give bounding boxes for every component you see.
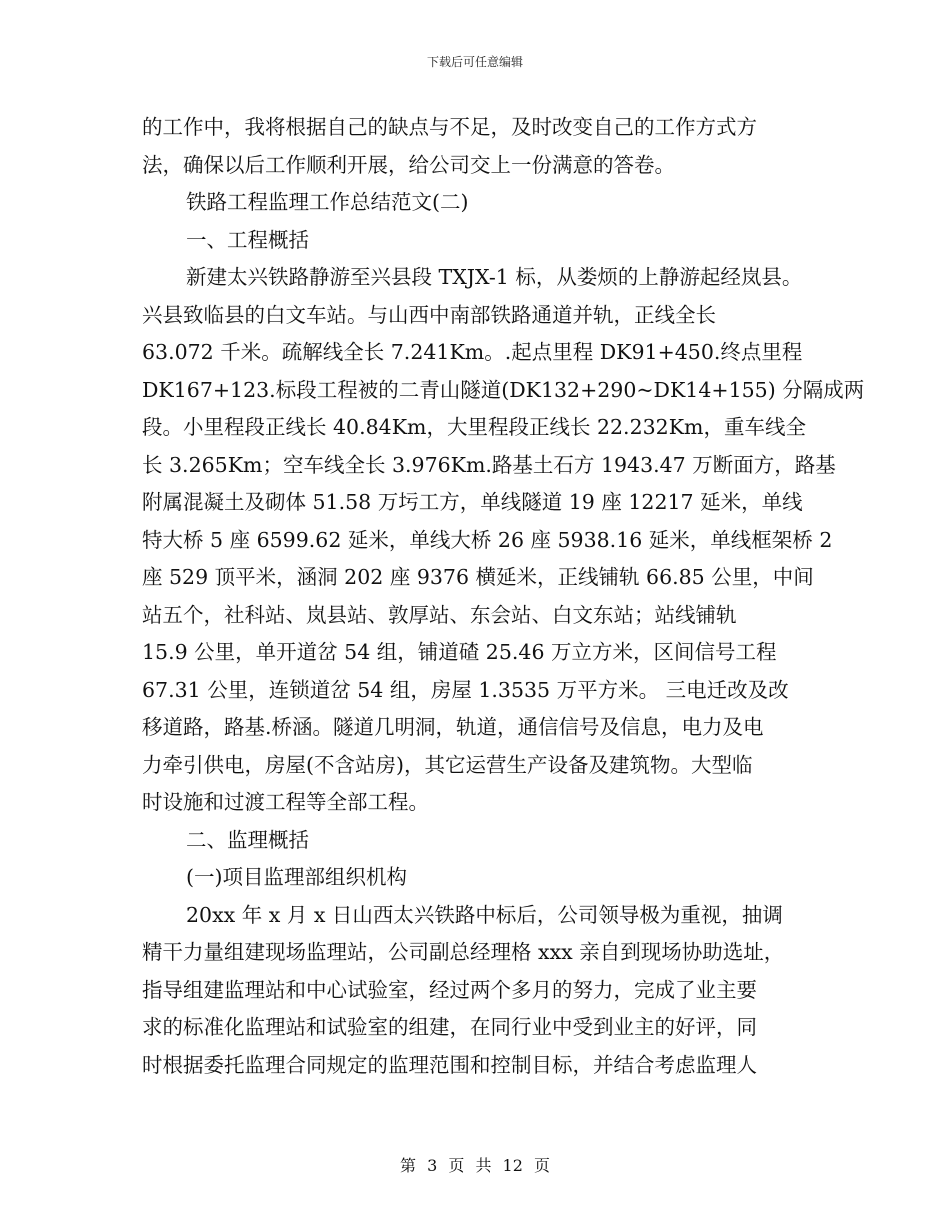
body-line: 移道路，路基.桥涵。隧道几明洞，轨道，通信信号及信息，电力及电 (142, 715, 764, 739)
body-line: 求的标准化监理站和试验室的组建，在同行业中受到业主的好评，同 (142, 1015, 757, 1039)
body-line: 特大桥 5 座 6599.62 延米，单线大桥 26 座 5938.16 延米，单线框架桥 2 (142, 527, 833, 552)
body-line: 67.31 公里，连锁道岔 54 组，房屋 1.3535 万平方米。 三电迁改及改 (142, 677, 789, 702)
body-line: 长 3.265Km；空车线全长 3.976Km.路基土石方 1943.47 万断面方，路基 (142, 452, 836, 477)
body-line: 座 529 顶平米，涵洞 202 座 9376 横延米，正线铺轨 66.85 公里，中间 (142, 565, 814, 589)
body-line: 力牵引供电，房屋(不含站房)，其它运营生产设备及建筑物。大型临 (142, 752, 753, 777)
page-number-footer: 第 3 页 共 12 页 (400, 1156, 550, 1175)
body-line: 时设施和过渡工程等全部工程。 (142, 790, 429, 814)
body-line: 指导组建监理站和中心试验室，经过两个多月的努力，完成了业主要 (142, 977, 757, 1002)
body-line: 20xx 年 x 月 x 日山西太兴铁路中标后，公司领导极为重视，抽调 (186, 902, 783, 927)
document-body (142, 109, 865, 1084)
body-line: 新建太兴铁路静游至兴县段 TXJX-1 标，从娄烦的上静游起经岚县。 (186, 265, 803, 289)
body-line: 兴县致临县的白文车站。与山西中南部铁路通道并轨，正线全长 (142, 302, 716, 327)
body-line: 63.072 千米。疏解线全长 7.241Km。.起点里程 DK91+450.终点里程 (142, 340, 803, 364)
section-title: 铁路工程监理工作总结范文(二) (186, 190, 469, 214)
body-line: 站五个，社科站、岚县站、敦厚站、东会站、白文东站；站线铺轨 (142, 602, 737, 627)
body-line: 精干力量组建现场监理站，公司副总经理格 xxx 亲自到现场协助选址， (142, 940, 785, 964)
body-line: 的工作中，我将根据自己的缺点与不足，及时改变自己的工作方式方 (142, 115, 757, 139)
section-heading: 一、工程概括 (186, 227, 309, 252)
body-line: 15.9 公里，单开道岔 54 组，铺道碴 25.46 万立方米，区间信号工程 (142, 640, 777, 664)
body-line: 附属混凝土及砌体 51.58 万圬工方，单线隧道 19 座 12217 延米，单线 (142, 490, 803, 514)
body-line: DK167+123.标段工程被的二青山隧道(DK132+290~DK14+155) 分隔成两 (142, 377, 865, 402)
body-line: 段。小里程段正线长 40.84Km，大里程段正线长 22.232Km，重车线全 (142, 415, 806, 439)
subsection-heading: (一)项目监理部组织机构 (186, 865, 407, 889)
page-header-note: 下载后可任意编辑 (426, 55, 523, 69)
body-line: 法，确保以后工作顺利开展，给公司交上一份满意的答卷。 (142, 152, 675, 177)
body-line: 时根据委托监理合同规定的监理范围和控制目标，并结合考虑监理人 (142, 1052, 757, 1077)
section-heading: 二、监理概括 (186, 827, 309, 852)
